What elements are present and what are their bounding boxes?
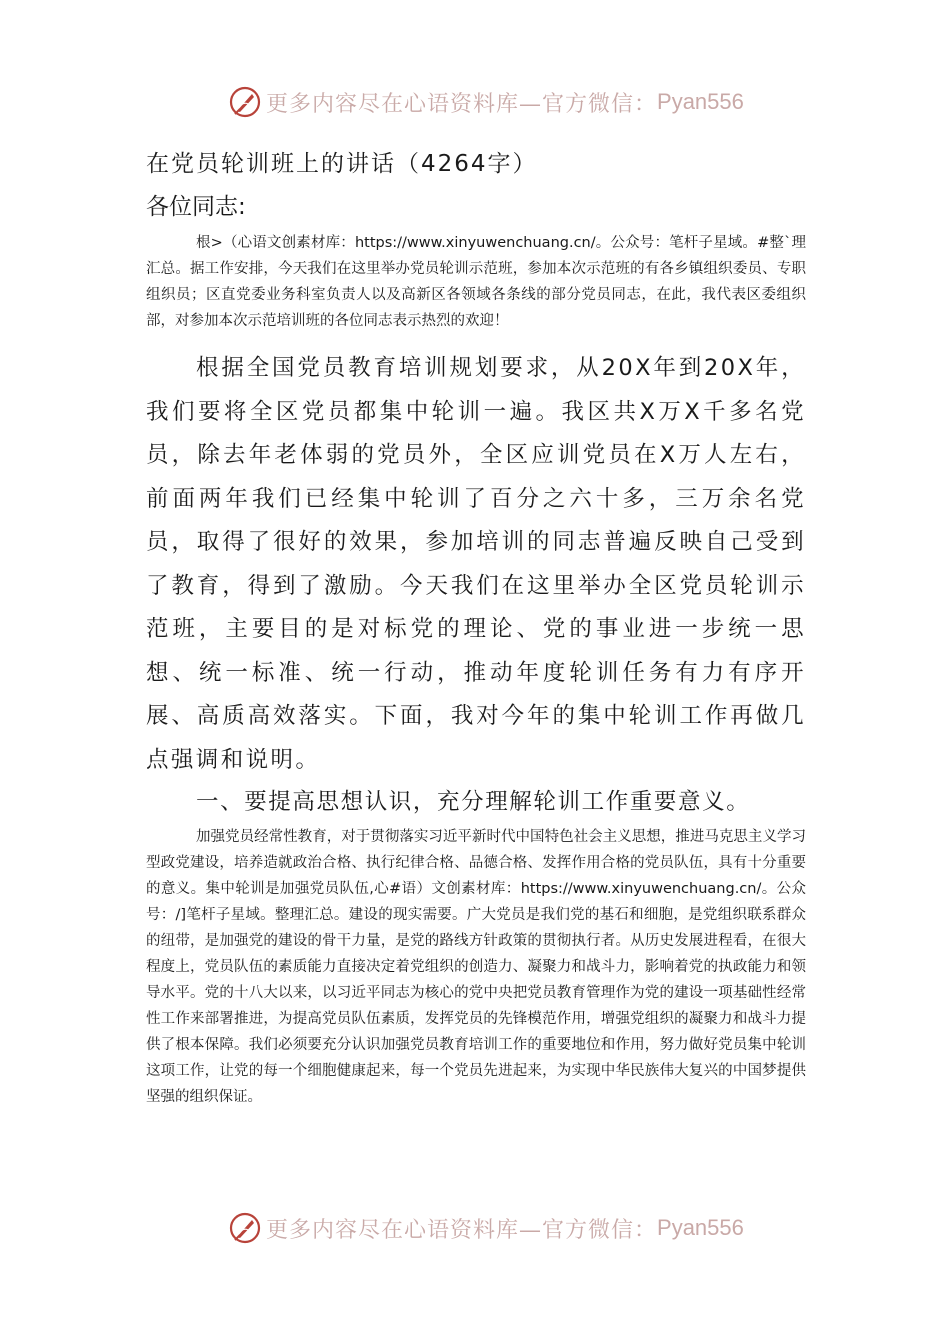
watermark-banner-top <box>228 82 744 122</box>
section-1-paragraph: 加强党员经常性教育，对于贯彻落实习近平新时代中国特色社会主义思想，推进马克思主义学习型政党建设，培养造就政治合格、执行纪律合格、品德合格、发挥作用合格的党员队伍，具有十分重要的意义。集中轮训是加强党员队伍,心#语）文创素材库：https://www.xinyuwenchuang.cn/。公众号：/]笔杆子星域。整理汇总。建设的现实需要。广大党员是我们党的基石和细胞，是党组织联系群众的纽带，是加强党的建设的骨干力量，是党的路线方针政策的贯彻执行者。从历史发展进程看，在很大程度上，党员队伍的素质能力直接决定着党组织的创造力、凝聚力和战斗力，影响着党的执政能力和领导水平。党的十八大以来，以习近平同志为核心的党中央把党员教育管理作为党的建设一项基础性经常性工作来部署推进，为提高党员队伍素质，发挥党员的先锋模范作用，增强党组织的凝聚力和战斗力提供了根本保障。我们必须要充分认识加强党员教育培训工作的重要地位和作用，努力做好党员集中轮训这项工作，让党的每一个细胞健康起来，每一个党员先进起来，为实现中华民族伟大复兴的中国梦提供坚强的组织保证。 <box>146 829 806 1105</box>
watermark-text: 更多内容尽在心语资料库—官方微信： <box>266 1217 658 1243</box>
watermark-text: 更多内容尽在心语资料库—官方微信： <box>266 91 658 117</box>
watermark-banner-bottom <box>228 1208 744 1248</box>
document-title: 在党员轮训班上的讲话（4264字） <box>146 151 538 177</box>
section-heading-1: 一、要提高思想认识，充分理解轮训工作重要意义。 <box>196 789 751 815</box>
salutation: 各位同志: <box>146 194 246 220</box>
quill-logo-icon <box>228 85 262 119</box>
intro-paragraph: 根>（心语文创素材库：https://www.xinyuwenchuang.cn/。公众号：笔杆子星域。#整`理汇总。据工作安排，今天我们在这里举办党员轮训示范班，参加本次示范班的有各乡镇组织委员、专职组织员；区直党委业务科室负责人以及高新区各领域各条线的部分党员同志，在此，我代表区委组织部，对参加本次示范培训班的各位同志表示热烈的欢迎！ <box>146 235 806 329</box>
body-paragraph-large: 根据全国党员教育培训规划要求，从20X年到20X年，我们要将全区党员都集中轮训一遍。我区共X万X千多名党员，除去年老体弱的党员外，全区应训党员在X万人左右，前面两年我们已经集中轮训了百分之六十多，三万余名党员，取得了很好的效果，参加培训的同志普遍反映自己受到了教育，得到了激励。今天我们在这里举办全区党员轮训示范班，主要目的是对标党的理论、党的事业进一步统一思想、统一标准、统一行动，推动年度轮训任务有力有序开展、高质高效落实。下面，我对今年的集中轮训工作再做几点强调和说明。 <box>146 355 806 773</box>
watermark-handle: Pyan556 <box>657 1215 744 1240</box>
watermark-handle: Pyan556 <box>657 89 744 114</box>
quill-logo-icon <box>228 1211 262 1245</box>
